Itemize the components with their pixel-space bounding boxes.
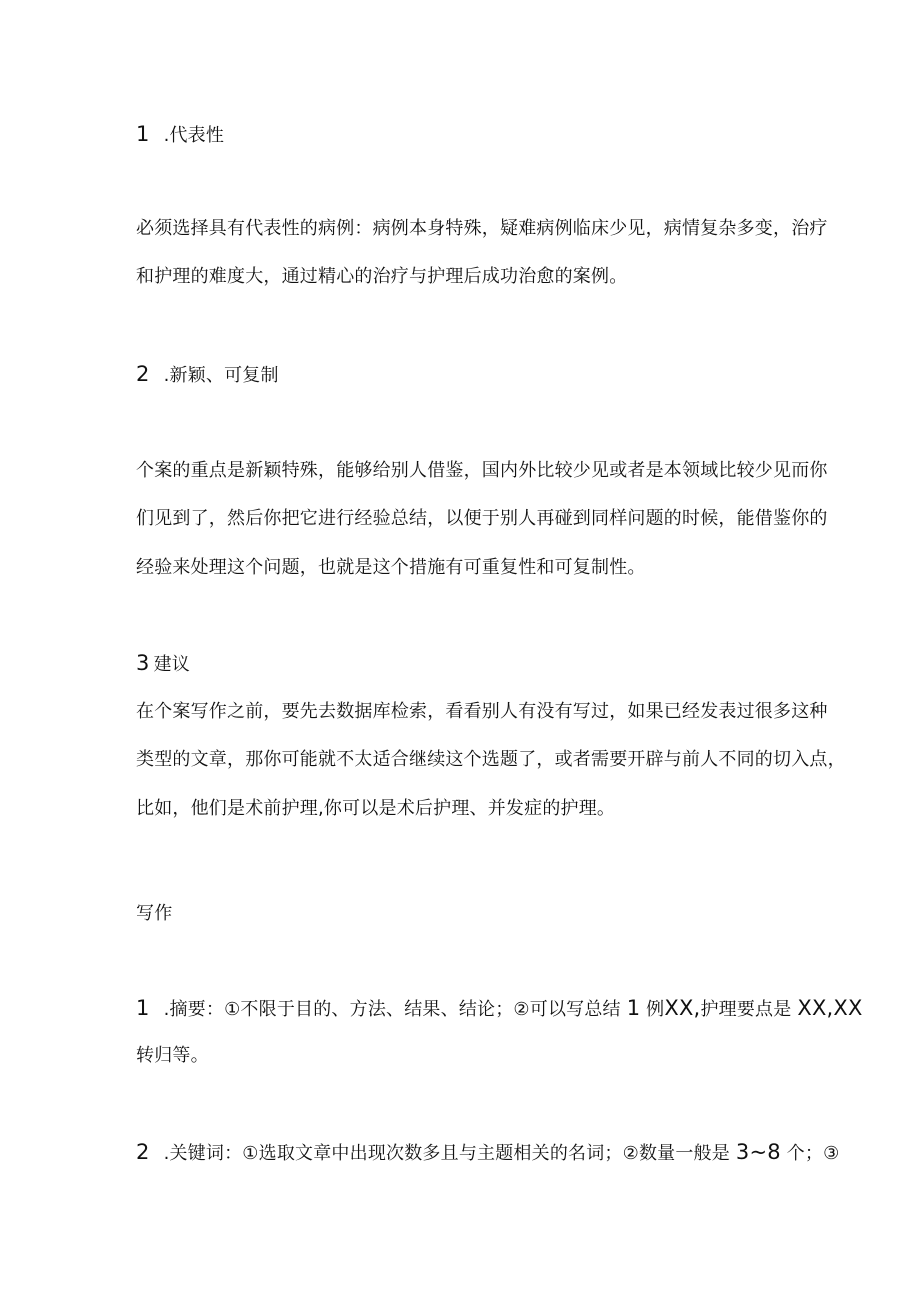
paragraph-line: 个案的重点是新颖特殊，能够给别人借鉴，国内外比较少见或者是本领域比较少见而你 — [136, 460, 828, 481]
paragraph-line: 们见到了，然后你把它进行经验总结，以便于别人再碰到同样问题的时候，能借鉴你的 — [136, 508, 828, 529]
writing-item-abstract — [136, 996, 863, 1022]
item-number: 1 — [136, 996, 150, 1020]
heading-text: .新颖、可复制 — [163, 365, 279, 386]
paragraph-line: 类型的文章，那你可能就不太适合继续这个选题了，或者需要开辟与前人不同的切入点， — [136, 749, 846, 770]
paragraph-line: 必须选择具有代表性的病例：病例本身特殊，疑难病例临床少见，病情复杂多变，治疗 — [136, 218, 828, 239]
item-number: 2 — [136, 1140, 150, 1164]
heading-number: 1 — [136, 122, 150, 146]
heading-number: 3 — [136, 651, 150, 675]
heading-number: 2 — [136, 362, 150, 386]
item-text: 例 — [646, 999, 665, 1020]
keyword-range: 3~8 — [735, 1140, 781, 1164]
heading-text: .代表性 — [163, 125, 225, 146]
section-heading — [136, 122, 224, 148]
heading-text: 建议 — [153, 654, 190, 675]
paragraph-line: 比如，他们是术前护理,你可以是术后护理、并发症的护理。 — [136, 798, 616, 819]
section-heading — [136, 651, 190, 677]
paragraph-line: 在个案写作之前，要先去数据库检索，看看别人有没有写过，如果已经发表过很多这种 — [136, 701, 828, 722]
paragraph-line: 和护理的难度大，通过精心的治疗与护理后成功治愈的案例。 — [136, 266, 628, 287]
item-text: .摘要：①不限于目的、方法、结果、结论；②可以写总结 — [163, 999, 621, 1020]
section-heading — [136, 362, 279, 388]
writing-item-keywords — [136, 1140, 839, 1166]
item-text: 护理要点是 — [700, 999, 792, 1020]
item-text: .关键词：①选取文章中出现次数多且与主题相关的名词；②数量一般是 — [163, 1143, 730, 1164]
paragraph-line: 经验来处理这个问题，也就是这个措施有可重复性和可复制性。 — [136, 557, 646, 578]
writing-title: 写作 — [136, 903, 173, 924]
placeholder-xx-pair: XX,XX — [797, 996, 863, 1020]
case-count: 1 — [626, 996, 641, 1020]
item-text: 个；③ — [786, 1143, 840, 1164]
paragraph-line: 转归等。 — [136, 1045, 209, 1066]
placeholder-xx: XX, — [664, 996, 701, 1020]
